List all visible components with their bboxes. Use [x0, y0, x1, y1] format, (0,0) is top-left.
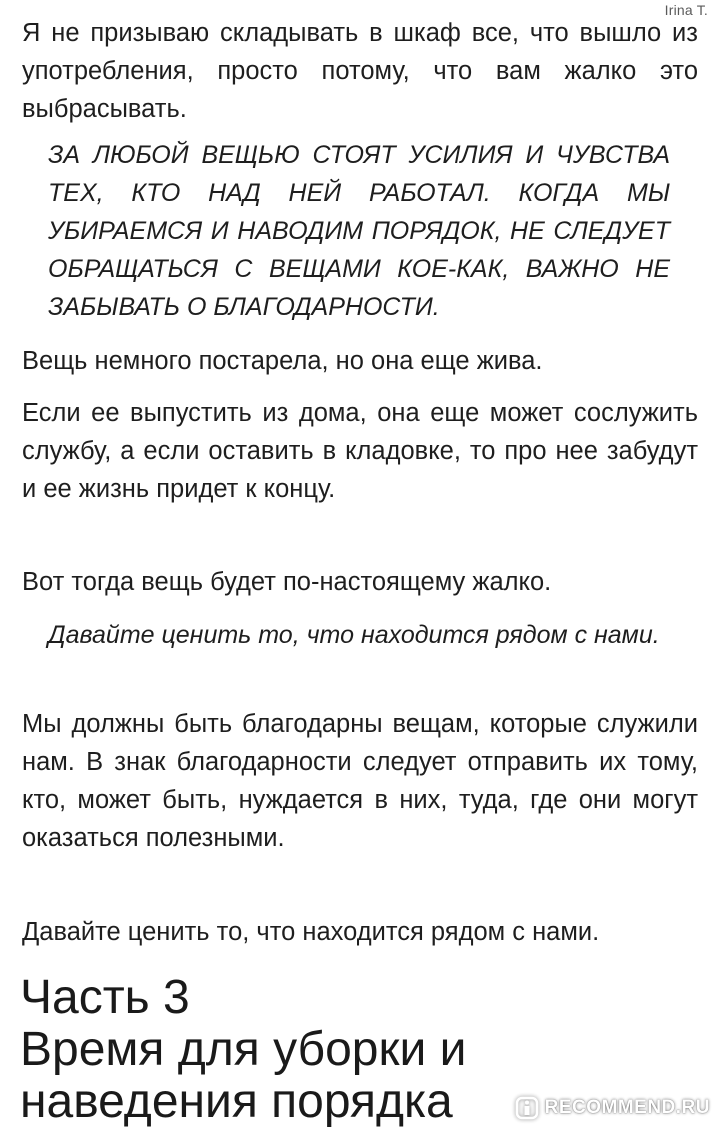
paragraph-truly-sorry: Вот тогда вещь будет по-настоящему жалко.	[22, 568, 552, 596]
chapter-title-line-2: наведения порядка	[20, 1075, 453, 1128]
paragraph-intro: Я не призываю складывать в шкаф все, что вышло из употребления, просто потому, что вам жалко это выбрасывать.	[22, 19, 698, 123]
quote-gratitude: ЗА ЛЮБОЙ ВЕЩЬЮ СТОЯТ УСИЛИЯ И ЧУВСТВА ТЕХ, КТО НАД НЕЙ РАБОТАЛ. КОГДА МЫ УБИРАЕМСЯ И НАВОДИМ ПОРЯДОК, НЕ СЛЕДУЕТ ОБРАЩАТЬСЯ С ВЕЩАМИ КОЕ-КАК, ВАЖНО НЕ ЗАБЫВАТЬ О БЛАГОДАРНОСТИ.	[48, 141, 670, 321]
paragraph-be-grateful: Мы должны быть благодарны вещам, которые служили нам. В знак благодарности следует отправить их тому, кто, может быть, нуждается в них, туда, где они могут оказаться полезными.	[22, 710, 698, 852]
site-watermark-text: RECOMMEND.RU	[544, 1097, 710, 1118]
author-watermark: Irina T.	[664, 2, 708, 18]
paragraph-item-alive: Вещь немного постарела, но она еще жива.	[22, 347, 543, 375]
quote-appreciate: Давайте ценить то, что находится рядом с нами.	[48, 621, 660, 649]
chapter-number: Часть 3	[20, 971, 190, 1024]
irecommend-logo-icon	[515, 1096, 539, 1120]
paragraph-release-item: Если ее выпустить из дома, она еще может сослужить службу, а если оставить в кладовке, то про нее забудут и ее жизнь придет к концу.	[22, 399, 698, 503]
site-watermark	[515, 1096, 710, 1120]
paragraph-appreciate-closing: Давайте ценить то, что находится рядом с нами.	[22, 918, 600, 946]
chapter-title-line-1: Время для уборки и	[20, 1023, 467, 1076]
